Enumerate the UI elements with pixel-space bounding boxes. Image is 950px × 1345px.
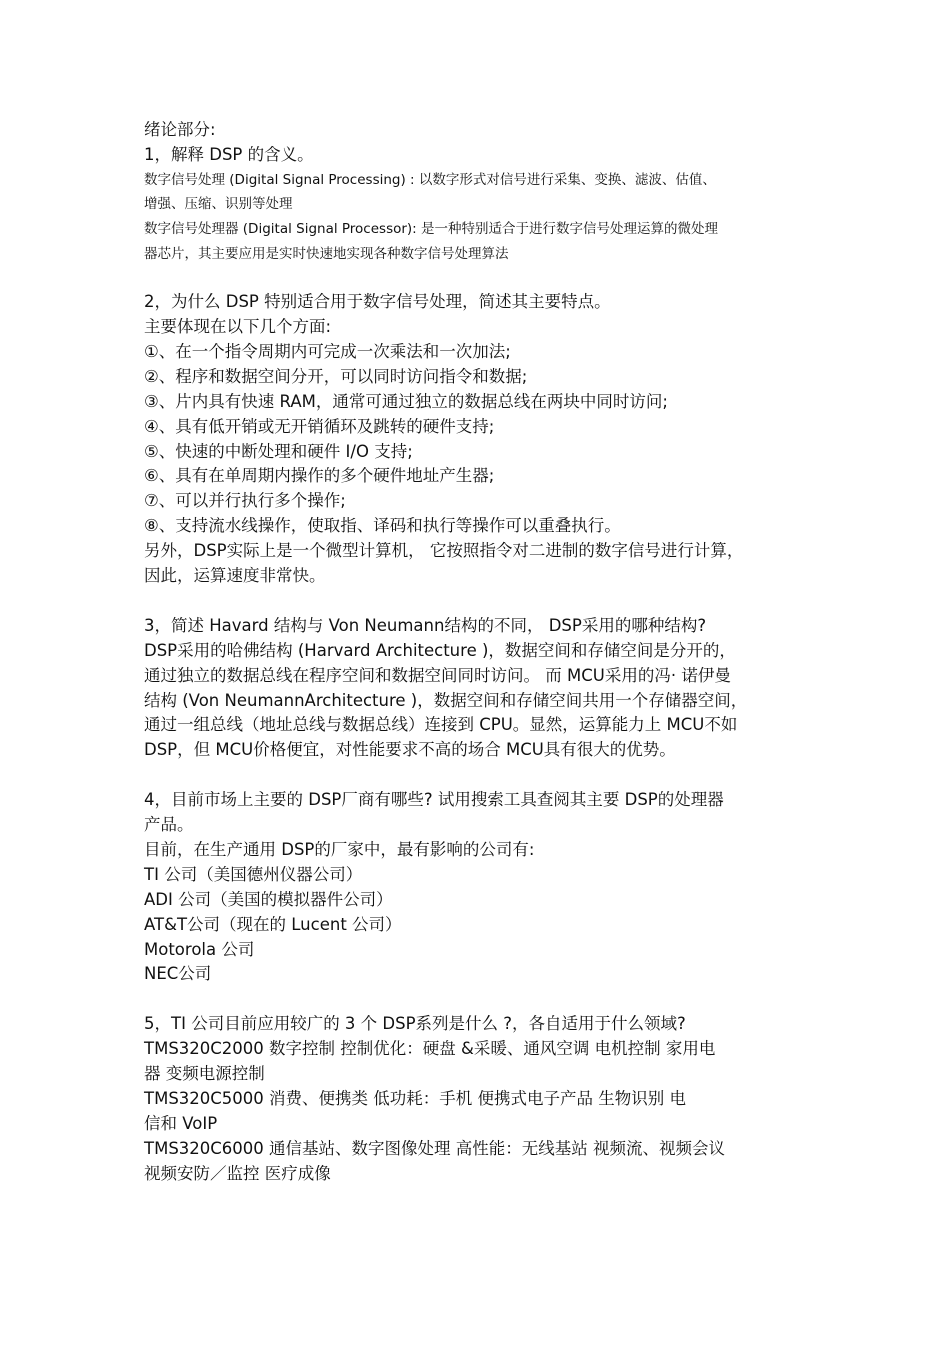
q4-title: 4，目前市场上主要的 DSP厂商有哪些? 试用搜索工具查阅其主要 DSP的处理器 bbox=[144, 790, 724, 810]
q4-line: Motorola 公司 bbox=[144, 939, 255, 959]
q2-line: 因此，运算速度非常快。 bbox=[144, 565, 326, 585]
q2-line: ⑥、具有在单周期内操作的多个硬件地址产生器; bbox=[144, 466, 495, 486]
paragraph-gap bbox=[144, 589, 814, 614]
q2-line: 主要体现在以下几个方面: bbox=[144, 317, 332, 337]
q5-line: 器 变频电源控制 bbox=[144, 1064, 265, 1084]
q5-title: 5，TI 公司目前应用较广的 3 个 DSP系列是什么 ?，各自适用于什么领域? bbox=[144, 1014, 686, 1034]
q4-line: TI 公司（美国德州仪器公司） bbox=[144, 864, 363, 884]
q4-line: 产品。 bbox=[144, 815, 194, 835]
document-page bbox=[144, 118, 814, 1187]
q5-line: 视频安防／监控 医疗成像 bbox=[144, 1163, 331, 1183]
q2-line: 另外，DSP实际上是一个微型计算机， 它按照指令对二进制的数字信号进行计算， bbox=[144, 541, 744, 561]
q5-line: 信和 VoIP bbox=[144, 1113, 218, 1133]
q2-line: ④、具有低开销或无开销循环及跳转的硬件支持; bbox=[144, 416, 495, 436]
q4-line: 目前，在生产通用 DSP的厂家中，最有影响的公司有: bbox=[144, 839, 535, 859]
q2-title: 2，为什么 DSP 特别适合用于数字信号处理，简述其主要特点。 bbox=[144, 292, 611, 312]
q4-line: ADI 公司（美国的模拟器件公司） bbox=[144, 889, 393, 909]
q3-line: DSP，但 MCU价格便宜，对性能要求不高的场合 MCU具有很大的优势。 bbox=[144, 740, 676, 760]
q3-line: 通过独立的数据总线在程序空间和数据空间同时访问。 而 MCU采用的冯· 诺伊曼 bbox=[144, 665, 731, 685]
q2-line: ⑧、支持流水线操作，使取指、译码和执行等操作可以重叠执行。 bbox=[144, 516, 621, 536]
q1-title: 1，解释 DSP 的含义。 bbox=[144, 144, 314, 164]
q3-line: 通过一组总线（地址总线与数据总线）连接到 CPU。显然，运算能力上 MCU不如 bbox=[144, 715, 738, 735]
q2-line: ①、在一个指令周期内可完成一次乘法和一次加法; bbox=[144, 341, 511, 361]
q2-line: ⑤、快速的中断处理和硬件 I/O 支持; bbox=[144, 441, 413, 461]
q2-line: ②、程序和数据空间分开，可以同时访问指令和数据; bbox=[144, 366, 528, 386]
paragraph-gap bbox=[144, 266, 814, 290]
q5-line: TMS320C6000 通信基站、数字图像处理 高性能：无线基站 视频流、视频会议 bbox=[144, 1138, 726, 1158]
q3-line: 结构 (Von NeumannArchitecture )，数据空间和存储空间共用一个存储器空间， bbox=[144, 690, 748, 710]
paragraph-gap bbox=[144, 763, 814, 788]
q2-line: ⑦、可以并行执行多个操作; bbox=[144, 491, 346, 511]
q4-line: AT&T公司（现在的 Lucent 公司） bbox=[144, 914, 402, 934]
paragraph-gap bbox=[144, 987, 814, 1012]
q4-line: NEC公司 bbox=[144, 964, 212, 984]
q2-line: ③、片内具有快速 RAM，通常可通过独立的数据总线在两块中同时访问; bbox=[144, 391, 668, 411]
q1-line: 数字信号处理 (Digital Signal Processing) : 以数字形式对信号进行采集、变换、滤波、估值、 bbox=[144, 171, 716, 188]
q3-title: 3，简述 Havard 结构与 Von Neumann结构的不同， DSP采用的哪种结构? bbox=[144, 615, 707, 635]
q1-line: 增强、压缩、识别等处理 bbox=[144, 196, 293, 213]
q5-line: TMS320C2000 数字控制 控制优化：硬盘 &采暖、通风空调 电机控制 家用电 bbox=[144, 1039, 716, 1059]
q1-line: 器芯片，其主要应用是实时快速地实现各种数字信号处理算法 bbox=[144, 245, 509, 262]
q3-line: DSP采用的哈佛结构 (Harvard Architecture )，数据空间和存储空间是分开的， bbox=[144, 640, 736, 660]
document-heading: 绪论部分: bbox=[144, 120, 216, 139]
q5-line: TMS320C5000 消费、便携类 低功耗：手机 便携式电子产品 生物识别 电 bbox=[144, 1088, 687, 1108]
q1-line: 数字信号处理器 (Digital Signal Processor): 是一种特别适合于进行数字信号处理运算的微处理 bbox=[144, 220, 719, 237]
